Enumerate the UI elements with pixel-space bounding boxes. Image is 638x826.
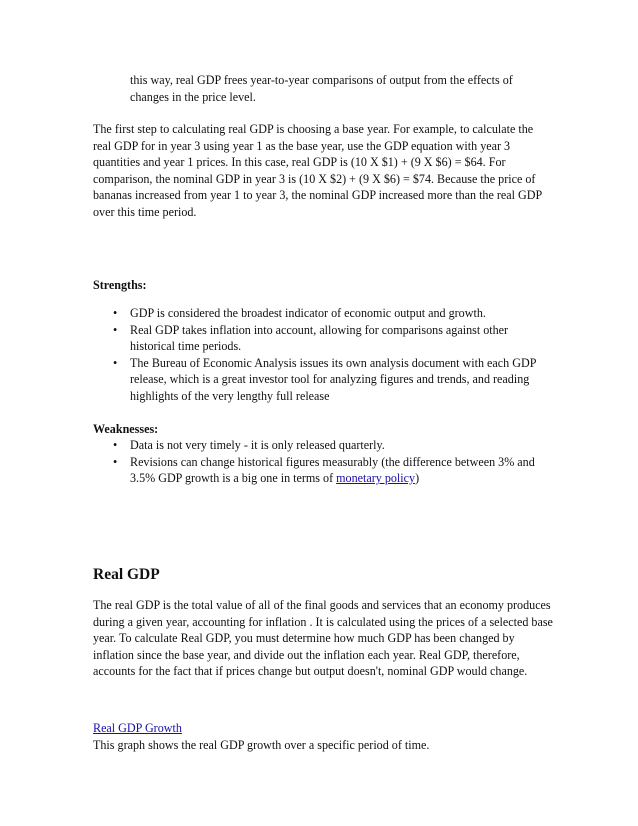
- strength-item-text: The Bureau of Economic Analysis issues its own analysis document with each GDP release, which is a great investor tool for analyzing figures and trends, and reading highlights of the very lengthy full release: [130, 355, 536, 403]
- real-gdp-growth-link-line: [93, 720, 182, 737]
- strengths-list: [93, 305, 543, 404]
- weaknesses-heading: Weaknesses:: [93, 422, 159, 436]
- list-item: [93, 454, 543, 487]
- weakness-item-text: Revisions can change historical figures measurably (the difference between 3% and 3.5% GDP growth is a big one in terms of: [130, 454, 535, 485]
- real-gdp-heading: Real GDP: [93, 566, 160, 583]
- weakness-item-closing-paren: ): [415, 471, 420, 485]
- list-item: [93, 437, 543, 454]
- graph-caption: This graph shows the real GDP growth over a specific period of time.: [93, 738, 430, 752]
- bullet-icon: •: [113, 322, 118, 337]
- strengths-heading: Strengths:: [93, 278, 147, 292]
- real-gdp-growth-link[interactable]: Real GDP Growth: [93, 721, 182, 735]
- weaknesses-list: [93, 437, 543, 487]
- list-item: [93, 355, 543, 405]
- calculation-paragraph: The first step to calculating real GDP is choosing a base year. For example, to calculate the real GDP for in year 3 using year 1 as the base year, use the GDP equation with year 3 quantities and year 1 prices. In this case, real GDP is (10 X $1) + (9 X $6) = $64. For comparison, the nominal GDP in year 3 is (10 X $2) + (9 X $6) = $74. Because the price of bananas increased from year 1 to year 3, the nominal GDP increased more than the real GDP over this time period.: [93, 122, 542, 219]
- list-item: [93, 305, 543, 322]
- intro-continuation-paragraph: this way, real GDP frees year-to-year comparisons of output from the effects of changes in the price level.: [130, 73, 513, 104]
- strength-item-text: Real GDP takes inflation into account, allowing for comparisons against other historical time periods.: [130, 322, 509, 353]
- weakness-item-text: Data is not very timely - it is only released quarterly.: [130, 438, 385, 452]
- bullet-icon: •: [113, 454, 118, 469]
- real-gdp-paragraph: The real GDP is the total value of all of the final goods and services that an economy produces during a given year, accounting for inflation . It is calculated using the prices of a selected base year. To calculate Real GDP, you must determine how much GDP has been changed by inflation since the base year, and divide out the inflation each year. Real GDP, therefore, accounts for the fact that if prices change but output doesn't, nominal GDP would change.: [93, 598, 553, 678]
- bullet-icon: •: [113, 306, 118, 320]
- monetary-policy-link[interactable]: monetary policy: [336, 471, 416, 485]
- list-item: [93, 322, 543, 355]
- bullet-icon: •: [113, 355, 118, 370]
- bullet-icon: •: [113, 438, 118, 452]
- strength-item-text: GDP is considered the broadest indicator of economic output and growth.: [130, 306, 486, 320]
